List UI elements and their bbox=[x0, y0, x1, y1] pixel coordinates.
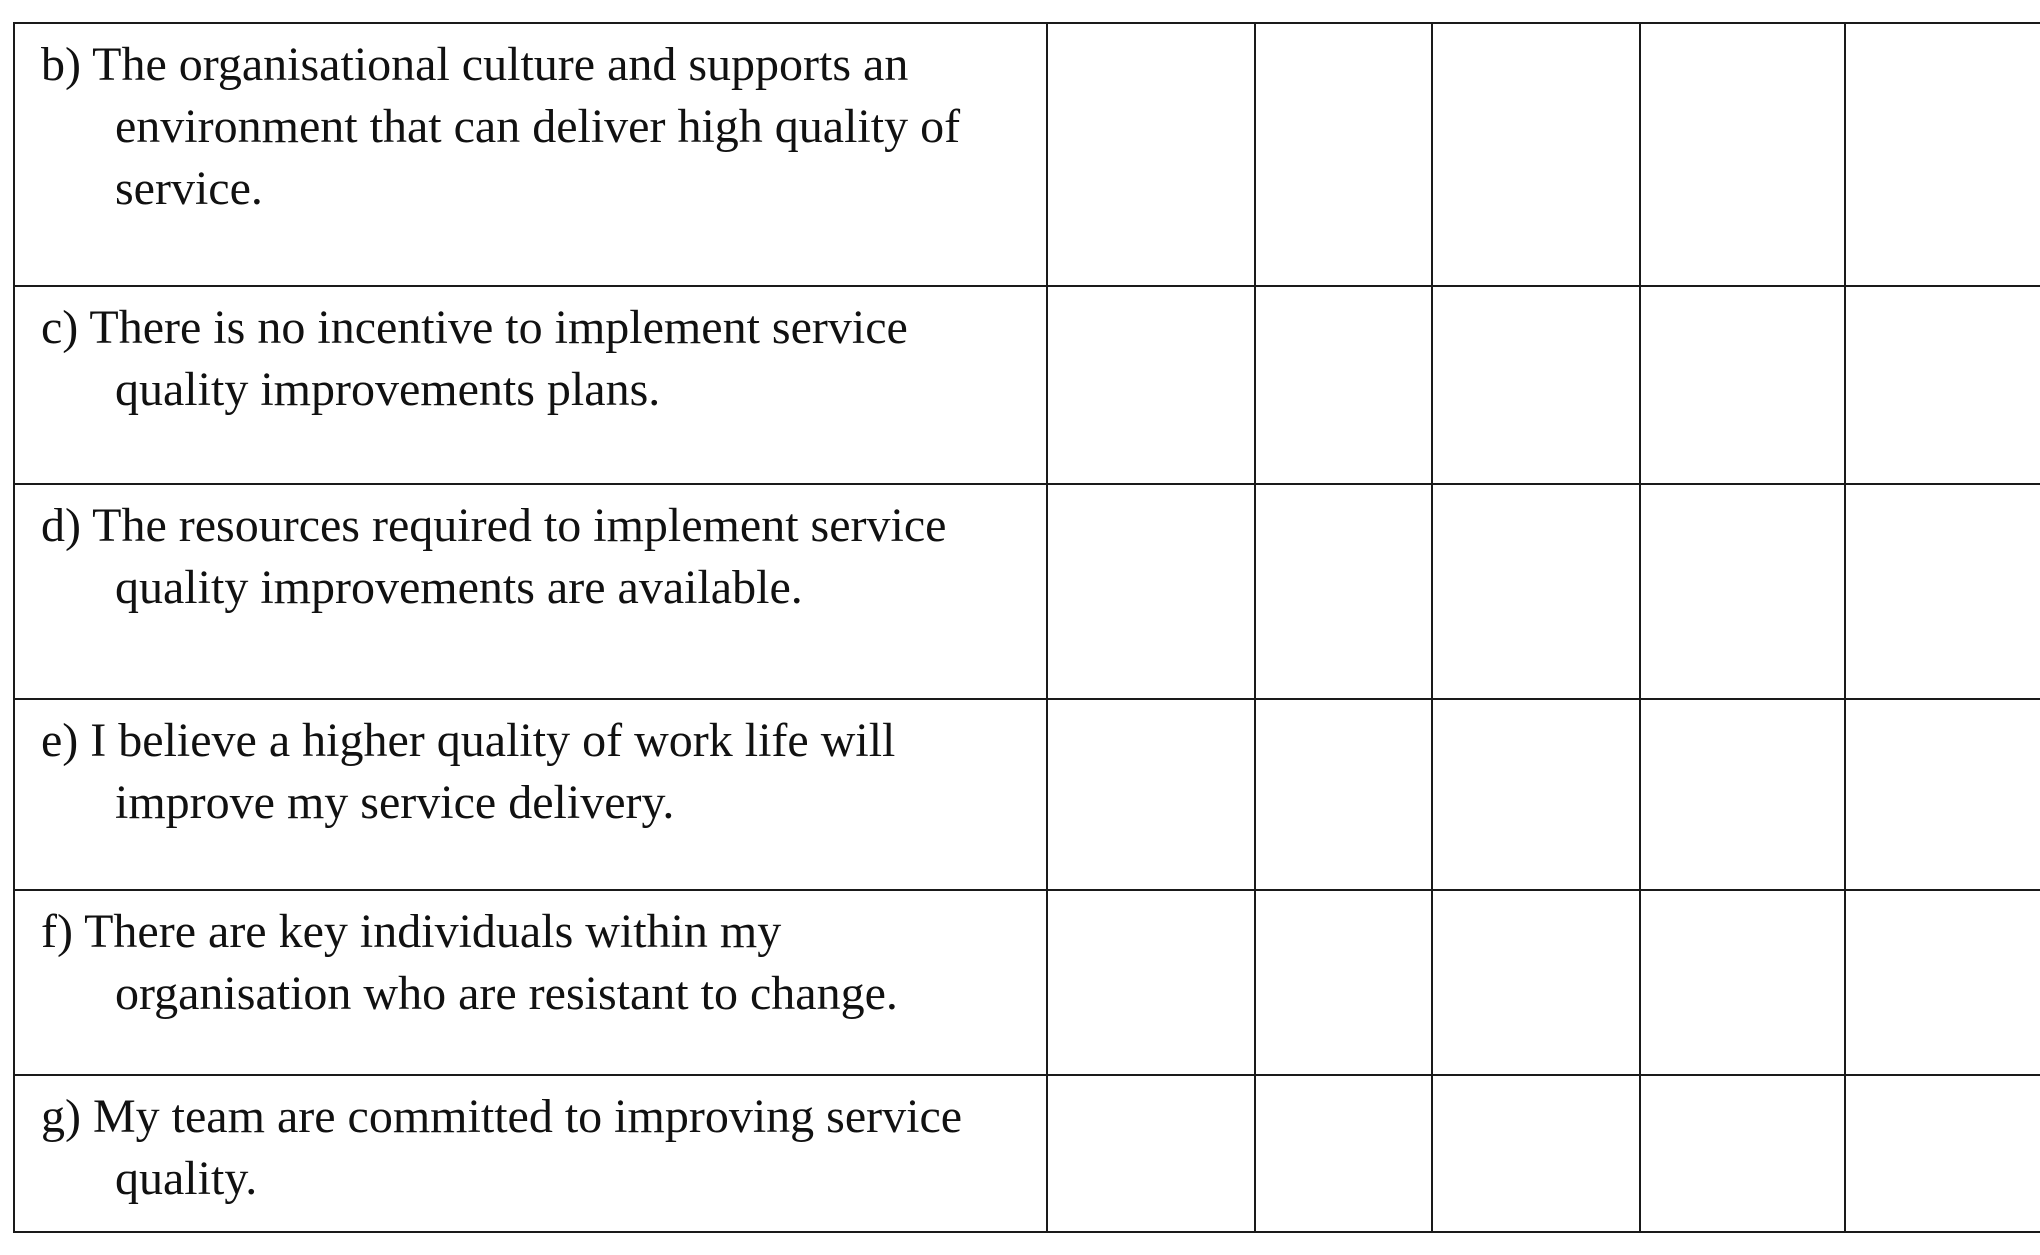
rating-cell-e-1[interactable] bbox=[1047, 699, 1255, 890]
rating-cell-c-3[interactable] bbox=[1432, 286, 1640, 484]
rating-cell-g-3[interactable] bbox=[1432, 1075, 1640, 1232]
rating-cell-d-5[interactable] bbox=[1845, 484, 2040, 699]
rating-cell-g-4[interactable] bbox=[1640, 1075, 1845, 1232]
rating-cell-c-2[interactable] bbox=[1255, 286, 1432, 484]
rating-cell-d-1[interactable] bbox=[1047, 484, 1255, 699]
table-row bbox=[14, 1075, 2040, 1232]
rating-cell-d-2[interactable] bbox=[1255, 484, 1432, 699]
statement-cell bbox=[14, 286, 1047, 484]
statement-f: f) There are key individuals within my organisation who are resistant to change. bbox=[41, 905, 898, 1020]
rating-cell-e-3[interactable] bbox=[1432, 699, 1640, 890]
statement-cell bbox=[14, 484, 1047, 699]
rating-cell-d-4[interactable] bbox=[1640, 484, 1845, 699]
survey-table bbox=[13, 22, 2040, 1233]
rating-cell-f-4[interactable] bbox=[1640, 890, 1845, 1075]
rating-cell-e-4[interactable] bbox=[1640, 699, 1845, 890]
statement-b: b) The organisational culture and supports an environment that can deliver high quality of service. bbox=[41, 38, 961, 215]
table-row bbox=[14, 286, 2040, 484]
rating-cell-e-5[interactable] bbox=[1845, 699, 2040, 890]
statement-cell bbox=[14, 23, 1047, 286]
statement-cell bbox=[14, 699, 1047, 890]
rating-cell-c-4[interactable] bbox=[1640, 286, 1845, 484]
rating-cell-c-1[interactable] bbox=[1047, 286, 1255, 484]
statement-cell bbox=[14, 890, 1047, 1075]
rating-cell-b-1[interactable] bbox=[1047, 23, 1255, 286]
table-row bbox=[14, 890, 2040, 1075]
statement-d: d) The resources required to implement service quality improvements are available. bbox=[41, 499, 947, 614]
rating-cell-f-3[interactable] bbox=[1432, 890, 1640, 1075]
rating-cell-g-5[interactable] bbox=[1845, 1075, 2040, 1232]
statement-cell bbox=[14, 1075, 1047, 1232]
table-row bbox=[14, 484, 2040, 699]
rating-cell-g-2[interactable] bbox=[1255, 1075, 1432, 1232]
statement-e: e) I believe a higher quality of work life will improve my service delivery. bbox=[41, 714, 896, 829]
rating-cell-b-3[interactable] bbox=[1432, 23, 1640, 286]
rating-cell-f-5[interactable] bbox=[1845, 890, 2040, 1075]
statement-c: c) There is no incentive to implement service quality improvements plans. bbox=[41, 301, 908, 416]
statement-g: g) My team are committed to improving service quality. bbox=[41, 1090, 963, 1205]
rating-cell-b-5[interactable] bbox=[1845, 23, 2040, 286]
table-row bbox=[14, 699, 2040, 890]
rating-cell-b-2[interactable] bbox=[1255, 23, 1432, 286]
rating-cell-b-4[interactable] bbox=[1640, 23, 1845, 286]
table-row bbox=[14, 23, 2040, 286]
rating-cell-f-1[interactable] bbox=[1047, 890, 1255, 1075]
rating-cell-c-5[interactable] bbox=[1845, 286, 2040, 484]
rating-cell-f-2[interactable] bbox=[1255, 890, 1432, 1075]
rating-cell-e-2[interactable] bbox=[1255, 699, 1432, 890]
rating-cell-g-1[interactable] bbox=[1047, 1075, 1255, 1232]
rating-cell-d-3[interactable] bbox=[1432, 484, 1640, 699]
